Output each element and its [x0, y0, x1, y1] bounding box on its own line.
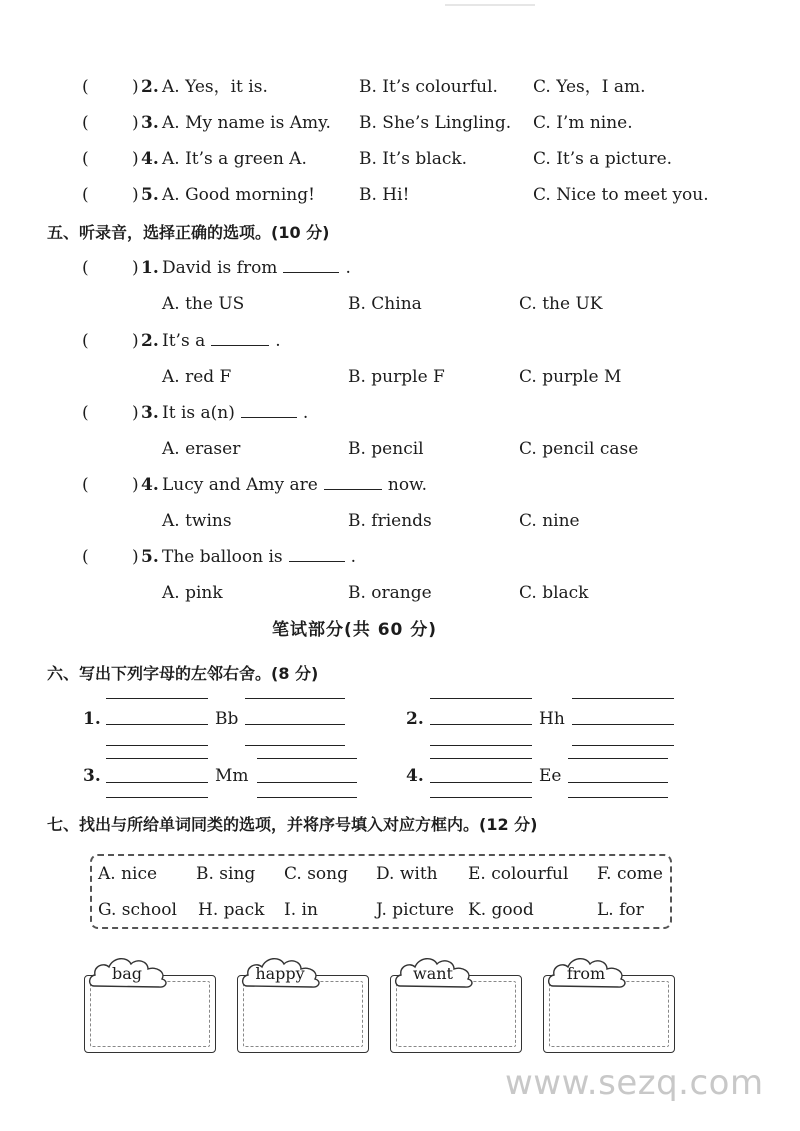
given-letter: Ee [539, 766, 562, 786]
right-neighbour-writing-guide-line [572, 745, 674, 746]
answer-paren-close: ) [132, 77, 139, 97]
right-neighbour-writing-guide-line [257, 758, 357, 759]
answer-paren-close: ) [132, 149, 139, 169]
question-number: 1. [141, 258, 159, 278]
stem-text-before: David is from [162, 258, 278, 278]
question-number: 2. [141, 77, 159, 97]
question-number: 1. [83, 709, 101, 729]
stem-text-after: now. [387, 475, 427, 495]
answer-blank[interactable] [283, 258, 339, 273]
given-letter: Mm [215, 766, 249, 786]
question-number: 2. [406, 709, 424, 729]
answer-paren-open: ( [82, 258, 89, 278]
answer-paren-open: ( [82, 403, 89, 423]
left-neighbour-writing-guide-line [430, 745, 532, 746]
question-number: 2. [141, 331, 159, 351]
answer-blank[interactable] [211, 331, 269, 346]
left-neighbour-writing-line-main[interactable] [430, 782, 532, 783]
stem-text-before: It is a(n) [162, 403, 235, 423]
answer-paren-close: ) [132, 403, 139, 423]
word-option: F. come [597, 864, 663, 884]
right-neighbour-writing-guide-line [572, 698, 674, 699]
option-c: C. pencil case [519, 439, 639, 459]
option-c: C. the UK [519, 294, 603, 314]
question-number: 4. [406, 766, 424, 786]
option-c: C. nine [519, 511, 580, 531]
option-b: B. orange [348, 583, 432, 603]
category-word: bag [111, 964, 143, 983]
left-neighbour-writing-guide-line [430, 758, 532, 759]
option-b: B. China [348, 294, 422, 314]
answer-paren-open: ( [82, 149, 89, 169]
question-stem [162, 547, 356, 567]
answer-paren-close: ) [132, 185, 139, 205]
answer-paren-close: ) [132, 547, 139, 567]
question-stem [162, 475, 427, 495]
left-neighbour-writing-guide-line [106, 797, 208, 798]
word-option: G. school [98, 900, 177, 920]
left-neighbour-writing-line-main[interactable] [430, 724, 532, 725]
option-c: C. black [519, 583, 589, 603]
written-section-title: 笔试部分(共 60 分) [272, 620, 438, 640]
stem-text-after: . [275, 331, 281, 351]
option-a: A. It’s a green A. [162, 149, 307, 169]
left-neighbour-writing-guide-line [106, 745, 208, 746]
question-number: 3. [141, 403, 159, 423]
answer-paren-open: ( [82, 77, 89, 97]
question-number: 4. [141, 475, 159, 495]
left-neighbour-writing-guide-line [106, 758, 208, 759]
option-c: C. It’s a picture. [533, 149, 673, 169]
question-number: 3. [141, 113, 159, 133]
category-word: want [413, 964, 453, 983]
watermark: www.sezq.com [505, 1063, 764, 1103]
answer-paren-open: ( [82, 547, 89, 567]
right-neighbour-writing-line-main[interactable] [257, 782, 357, 783]
stem-text-after: . [345, 258, 351, 278]
option-a: A. My name is Amy. [162, 113, 331, 133]
option-c: C. purple M [519, 367, 622, 387]
answer-blank[interactable] [241, 403, 297, 418]
answer-paren-open: ( [82, 331, 89, 351]
stem-text-before: The balloon is [162, 547, 283, 567]
word-option: K. good [468, 900, 534, 920]
part5-heading: 五、听录音，选择正确的选项。(10 分) [47, 223, 330, 242]
word-option: H. pack [198, 900, 265, 920]
stem-text-after: . [350, 547, 357, 567]
option-a: A. the US [162, 294, 245, 314]
right-neighbour-writing-line-main[interactable] [572, 724, 674, 725]
option-b: B. It’s black. [359, 149, 468, 169]
option-a: A. pink [162, 583, 223, 603]
right-neighbour-writing-line-main[interactable] [245, 724, 345, 725]
left-neighbour-writing-guide-line [106, 698, 208, 699]
option-b: B. She’s Lingling. [359, 113, 512, 133]
answer-blank[interactable] [289, 547, 345, 562]
answer-paren-close: ) [132, 475, 139, 495]
left-neighbour-writing-guide-line [430, 797, 532, 798]
question-number: 4. [141, 149, 159, 169]
option-a: A. eraser [162, 439, 241, 459]
right-neighbour-writing-guide-line [245, 745, 345, 746]
word-option: C. song [284, 864, 348, 884]
question-number: 3. [83, 766, 101, 786]
stem-text-before: It’s a [162, 331, 206, 351]
option-b: B. Hi! [359, 185, 410, 205]
option-b: B. purple F [348, 367, 445, 387]
option-c: C. I’m nine. [533, 113, 633, 133]
word-option: A. nice [98, 864, 158, 884]
left-neighbour-writing-line-main[interactable] [106, 782, 208, 783]
question-stem [162, 331, 281, 351]
option-a: A. Yes，it is. [162, 77, 268, 97]
right-neighbour-writing-guide-line [568, 797, 668, 798]
option-c: C. Nice to meet you. [533, 185, 709, 205]
word-option: B. sing [196, 864, 256, 884]
option-b: B. pencil [348, 439, 424, 459]
right-neighbour-writing-guide-line [245, 698, 345, 699]
answer-paren-open: ( [82, 475, 89, 495]
question-stem [162, 403, 308, 423]
word-option: D. with [376, 864, 438, 884]
answer-paren-close: ) [132, 113, 139, 133]
word-option: E. colourful [468, 864, 569, 884]
part6-heading: 六、写出下列字母的左邻右舍。(8 分) [47, 664, 319, 683]
answer-paren-close: ) [132, 258, 139, 278]
answer-paren-close: ) [132, 331, 139, 351]
option-a: A. twins [162, 511, 232, 531]
category-word: happy [255, 964, 305, 983]
right-neighbour-writing-guide-line [568, 758, 668, 759]
answer-blank[interactable] [324, 475, 382, 490]
right-neighbour-writing-guide-line [257, 797, 357, 798]
top-edge-mark [445, 4, 535, 6]
stem-text-after: . [302, 403, 309, 423]
left-neighbour-writing-guide-line [430, 698, 532, 699]
word-option: I. in [284, 900, 318, 920]
word-option: J. picture [376, 900, 455, 920]
given-letter: Bb [215, 709, 239, 729]
stem-text-before: Lucy and Amy are [162, 475, 318, 495]
answer-paren-open: ( [82, 113, 89, 133]
question-stem [162, 258, 351, 278]
category-word: from [566, 964, 606, 983]
option-c: C. Yes，I am. [533, 77, 646, 97]
question-number: 5. [141, 547, 159, 567]
right-neighbour-writing-line-main[interactable] [568, 782, 668, 783]
question-number: 5. [141, 185, 159, 205]
option-a: A. red F [162, 367, 232, 387]
option-b: B. friends [348, 511, 432, 531]
option-b: B. It’s colourful. [359, 77, 498, 97]
left-neighbour-writing-line-main[interactable] [106, 724, 208, 725]
word-option: L. for [597, 900, 644, 920]
option-a: A. Good morning! [162, 185, 315, 205]
part7-heading: 七、找出与所给单词同类的选项，并将序号填入对应方框内。(12 分) [47, 815, 538, 834]
answer-paren-open: ( [82, 185, 89, 205]
given-letter: Hh [539, 709, 565, 729]
